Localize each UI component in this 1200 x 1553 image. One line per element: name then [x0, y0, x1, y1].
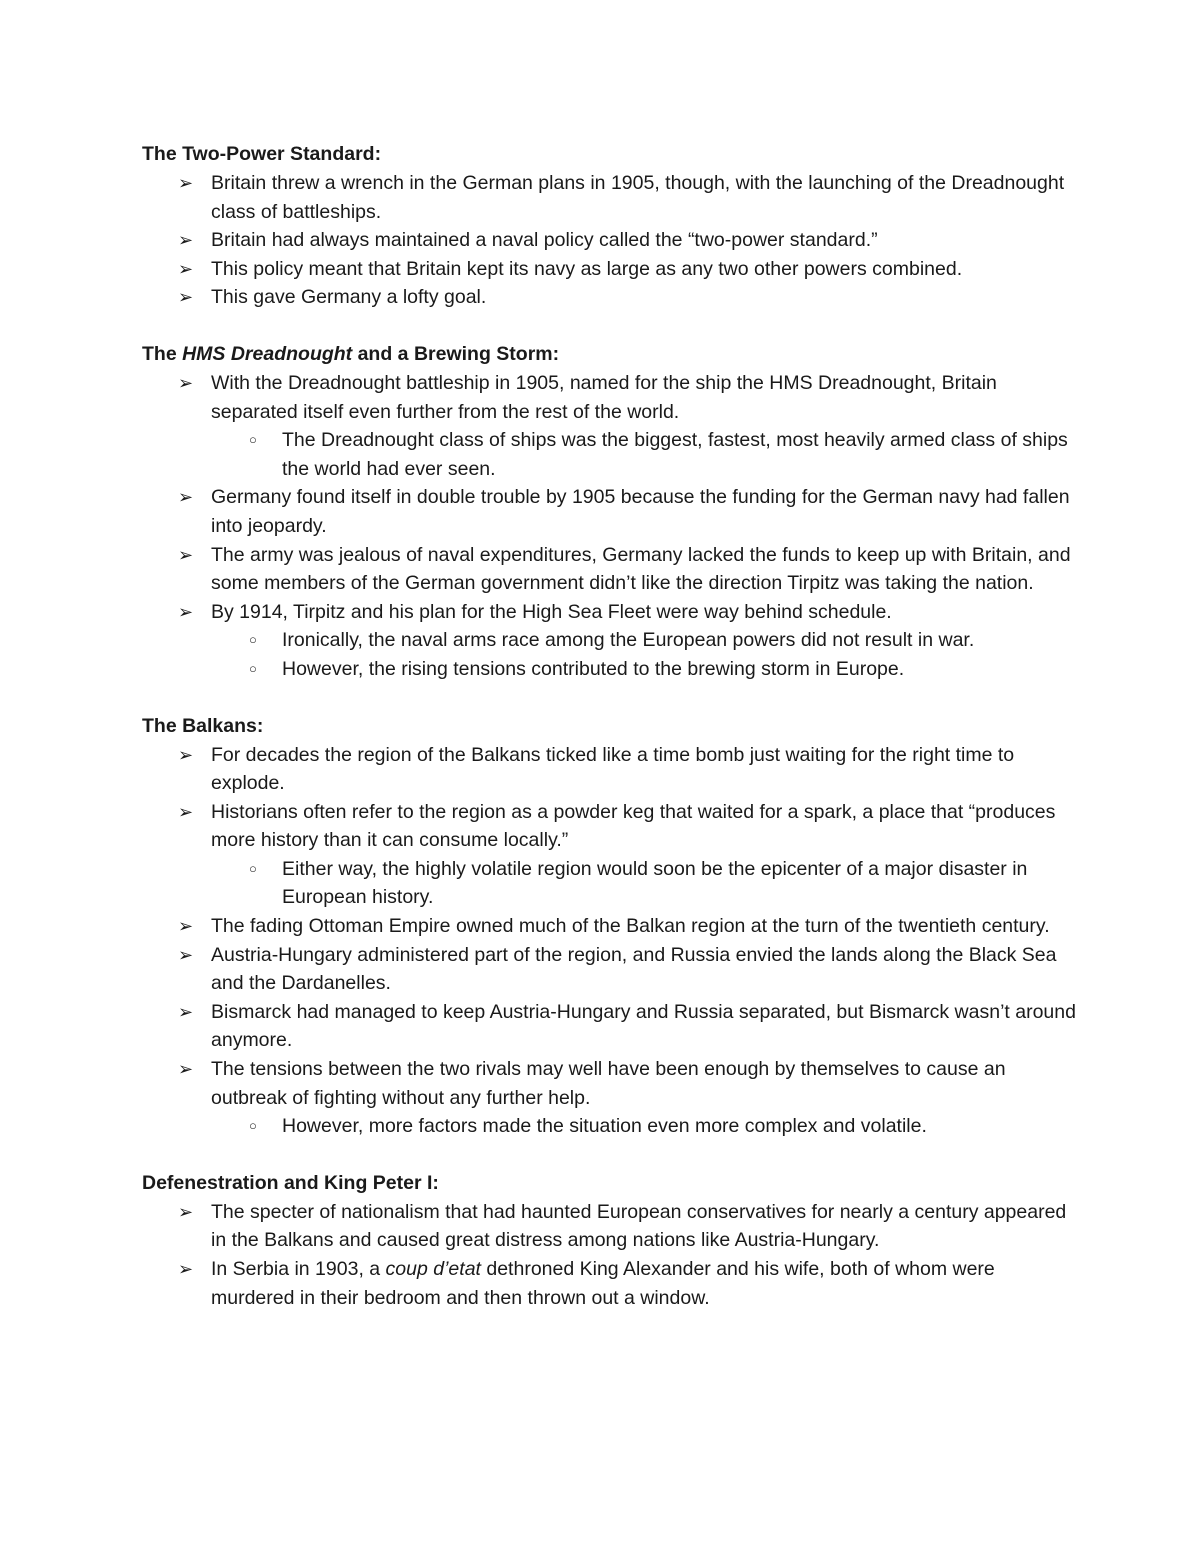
list-item: ➢ By 1914, Tirpitz and his plan for the High Sea Fleet were way behind schedule.: [142, 598, 1082, 627]
bullet-list: [142, 369, 1082, 684]
list-item: [142, 855, 1082, 912]
arrow-bullet-icon: ➢: [178, 944, 194, 965]
arrow-bullet-icon: ➢: [178, 230, 194, 251]
section-heading: The Two-Power Standard:: [142, 143, 382, 165]
arrow-bullet-icon: ➢: [178, 801, 194, 822]
arrow-bullet-icon: ➢: [178, 744, 194, 765]
list-item: ➢ In Serbia in 1903, a coup d’etat dethroned King Alexander and his wife, both of whom were murdered in their bedroom and then thrown out a window.: [142, 1255, 1082, 1312]
list-item: ➢ This gave Germany a lofty goal.: [142, 283, 1082, 312]
arrow-bullet-icon: ➢: [178, 1201, 194, 1222]
sub-bullet-list: [73, 626, 1082, 683]
section-heading: The HMS Dreadnought and a Brewing Storm:: [142, 342, 560, 365]
arrow-bullet-icon: ➢: [178, 372, 194, 393]
circle-bullet-icon: ○: [249, 660, 257, 676]
section-balkans: [142, 712, 1082, 1141]
list-item: ➢ For decades the region of the Balkans ticked like a time bomb just waiting for the right time to explode.: [142, 741, 1082, 798]
arrow-bullet-icon: ➢: [178, 487, 194, 508]
arrow-bullet-icon: ➢: [178, 916, 194, 937]
circle-bullet-icon: ○: [249, 632, 257, 648]
bullet-list: [142, 1198, 1082, 1312]
list-item: ➢ The tensions between the two rivals may well have been enough by themselves to cause an outbreak of fighting without any further help.: [142, 1055, 1082, 1112]
sub-bullet-list: [73, 1112, 1082, 1141]
arrow-bullet-icon: ➢: [178, 1259, 194, 1279]
list-item: ➢ The fading Ottoman Empire owned much of the Balkan region at the turn of the twentieth century.: [142, 912, 1082, 941]
sub-bullet-list: [73, 426, 1082, 483]
document-page: [142, 140, 1082, 1340]
arrow-bullet-icon: ➢: [178, 287, 194, 308]
list-item: ➢ Britain threw a wrench in the German plans in 1905, though, with the launching of the Dreadnought class of battleships.: [142, 169, 1082, 226]
list-item: ➢ The army was jealous of naval expenditures, Germany lacked the funds to keep up with Britain, and some members of the German government didn’t like the direction Tirpitz was taking the nation.: [142, 541, 1082, 598]
list-item: [142, 426, 1082, 483]
list-item: [142, 626, 1082, 683]
arrow-bullet-icon: ➢: [178, 1001, 194, 1022]
sub-list-item: ○ However, the rising tensions contributed to the brewing storm in Europe.: [142, 655, 1082, 684]
circle-bullet-icon: ○: [249, 432, 257, 448]
circle-bullet-icon: ○: [249, 860, 257, 876]
sub-list-item: ○ Ironically, the naval arms race among the European powers did not result in war.: [142, 626, 1082, 655]
circle-bullet-icon: ○: [249, 1118, 257, 1134]
list-item: ➢ With the Dreadnought battleship in 1905, named for the ship the HMS Dreadnought, Britain separated itself even further from the rest of the world.: [142, 369, 1082, 426]
list-item: ➢ Historians often refer to the region as a powder keg that waited for a spark, a place that “produces more history than it can consume locally.”: [142, 798, 1082, 855]
section-defenestration: [142, 1169, 1082, 1312]
sub-bullet-list: [73, 855, 1082, 912]
arrow-bullet-icon: ➢: [178, 258, 194, 279]
section-heading: Defenestration and King Peter I:: [142, 1171, 439, 1194]
sub-list-item: ○ Either way, the highly volatile region would soon be the epicenter of a major disaster in European history.: [142, 855, 1082, 912]
list-item: ➢ Bismarck had managed to keep Austria-Hungary and Russia separated, but Bismarck wasn’t around anymore.: [142, 998, 1082, 1055]
bullet-list: [142, 741, 1082, 1141]
arrow-bullet-icon: ➢: [178, 1059, 194, 1080]
list-item: ➢ Germany found itself in double trouble by 1905 because the funding for the German navy had fallen into jeopardy.: [142, 483, 1082, 540]
section-hms-dreadnought: [142, 340, 1082, 684]
arrow-bullet-icon: ➢: [178, 601, 194, 622]
list-item: ➢ Britain had always maintained a naval policy called the “two-power standard.”: [142, 226, 1082, 255]
sub-list-item: ○ However, more factors made the situation even more complex and volatile.: [142, 1112, 1082, 1141]
sub-list-item: ○ The Dreadnought class of ships was the biggest, fastest, most heavily armed class of ships the world had ever seen.: [142, 426, 1082, 483]
section-heading: The Balkans:: [142, 714, 264, 737]
arrow-bullet-icon: ➢: [178, 173, 194, 193]
list-item: ➢ Austria-Hungary administered part of the region, and Russia envied the lands along the Black Sea and the Dardanelles.: [142, 941, 1082, 998]
list-item: ➢ This policy meant that Britain kept its navy as large as any two other powers combined.: [142, 255, 1082, 284]
arrow-bullet-icon: ➢: [178, 544, 194, 565]
bullet-list: [142, 169, 1082, 312]
list-item: [142, 1112, 1082, 1141]
section-two-power-standard: [142, 140, 1082, 312]
list-item: ➢ The specter of nationalism that had haunted European conservatives for nearly a century appeared in the Balkans and caused great distress among nations like Austria-Hungary.: [142, 1198, 1082, 1255]
